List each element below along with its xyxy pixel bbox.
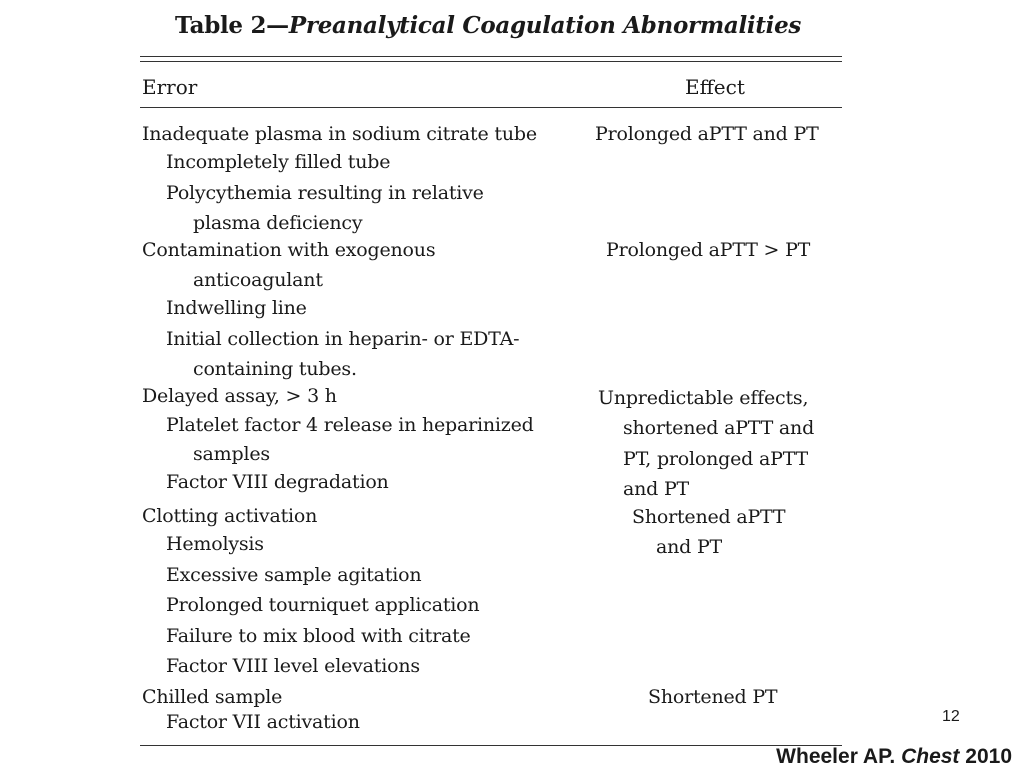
bottom-rule	[140, 745, 842, 746]
error-subrow-continued: samples	[193, 443, 270, 465]
effect-cell: Prolonged aPTT > PT	[606, 239, 811, 261]
error-row: Chilled sample	[142, 686, 283, 708]
effect-cell-continued: and PT	[623, 478, 690, 500]
citation	[776, 745, 1012, 769]
error-subrow: Excessive sample agitation	[166, 564, 422, 586]
error-subrow: Factor VII activation	[166, 711, 360, 733]
error-subrow: Factor VIII degradation	[166, 471, 389, 493]
column-header-effect: Effect	[685, 75, 745, 99]
top-rule-second	[140, 61, 842, 62]
header-rule	[140, 107, 842, 108]
column-header-error: Error	[142, 75, 198, 99]
citation-year: 2010	[965, 745, 1012, 768]
table-title-prefix: Table 2—	[175, 12, 289, 39]
error-subrow: Polycythemia resulting in relative	[166, 182, 484, 204]
error-subrow: Platelet factor 4 release in heparinized	[166, 414, 534, 436]
slide-number: 12	[942, 708, 960, 725]
effect-cell: Prolonged aPTT and PT	[595, 123, 819, 145]
error-subrow: Prolonged tourniquet application	[166, 594, 480, 616]
error-row: Contamination with exogenous	[142, 239, 436, 261]
effect-cell: Shortened aPTT	[632, 506, 786, 528]
error-subrow: Incompletely filled tube	[166, 151, 391, 173]
effect-cell-continued: PT, prolonged aPTT	[623, 448, 808, 470]
citation-journal: Chest	[901, 745, 960, 768]
table-title-italic: Preanalytical Coagulation Abnormalities	[288, 12, 802, 39]
table-title	[175, 12, 801, 39]
error-row: Inadequate plasma in sodium citrate tube	[142, 123, 537, 145]
effect-cell: Unpredictable effects,	[598, 387, 809, 409]
error-subrow-continued: plasma deficiency	[193, 212, 363, 234]
error-row: Clotting activation	[142, 505, 318, 527]
error-subrow: Hemolysis	[166, 533, 264, 555]
error-subrow: Indwelling line	[166, 297, 307, 319]
effect-cell-continued: and PT	[656, 536, 723, 558]
effect-cell-continued: shortened aPTT and	[623, 417, 815, 439]
error-subrow: Failure to mix blood with citrate	[166, 625, 471, 647]
error-subrow-continued: containing tubes.	[193, 358, 357, 380]
error-subrow: Initial collection in heparin- or EDTA-	[166, 328, 520, 350]
error-subrow: Factor VIII level elevations	[166, 655, 420, 677]
error-row-continued: anticoagulant	[193, 269, 323, 291]
error-row: Delayed assay, > 3 h	[142, 385, 337, 407]
citation-author: Wheeler AP.	[776, 745, 896, 768]
effect-cell: Shortened PT	[648, 686, 778, 708]
top-rule	[140, 56, 842, 57]
